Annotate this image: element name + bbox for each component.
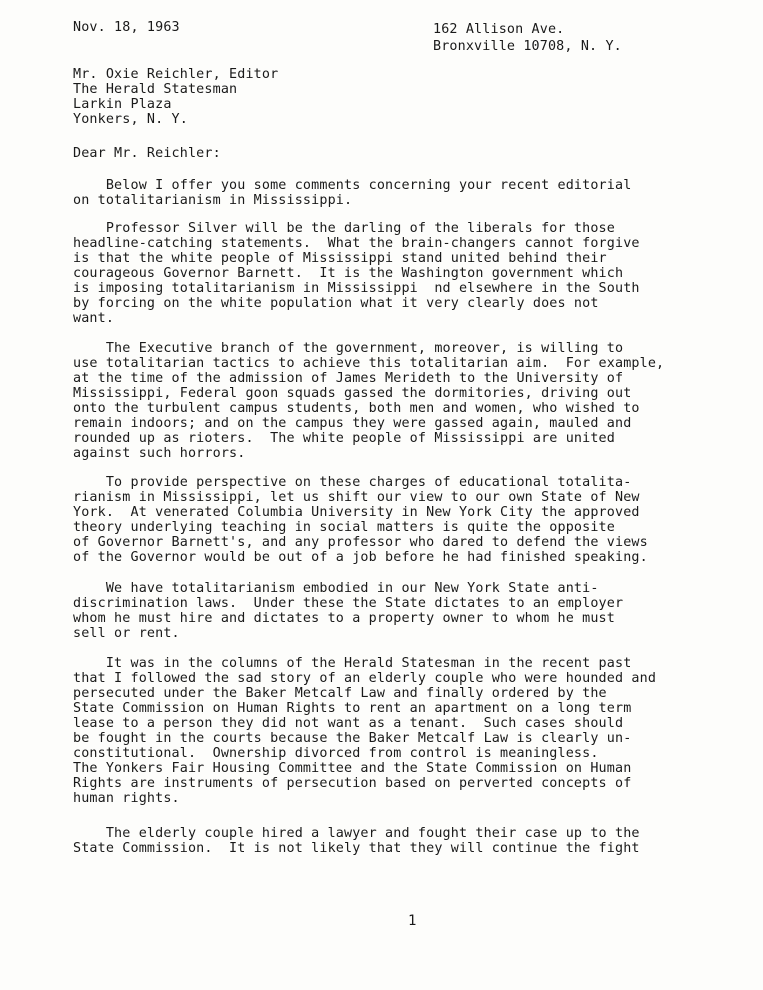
recipient-line: Larkin Plaza <box>73 97 172 112</box>
text-line: We have totalitarianism embodied in our New York State anti- <box>73 581 599 596</box>
text-line: on totalitarianism in Mississippi. <box>73 193 353 208</box>
text-line: want. <box>73 311 115 326</box>
text-line: Professor Silver will be the darling of the liberals for those <box>73 221 615 236</box>
text-line: remain indoors; and on the campus they were gassed again, mauled and <box>73 416 632 431</box>
paragraph <box>73 221 640 326</box>
paragraph <box>73 341 664 461</box>
recipient-line: Mr. Oxie Reichler, Editor <box>73 67 279 82</box>
text-line: lease to a person they did not want as a tenant. Such cases should <box>73 716 624 731</box>
text-line: The Executive branch of the government, moreover, is willing to <box>73 341 624 356</box>
text-line: State Commission. It is not likely that they will continue the fight <box>73 841 640 856</box>
text-line: onto the turbulent campus students, both men and women, who wished to <box>73 401 640 416</box>
text-line: Below I offer you some comments concerning your recent editorial <box>73 178 632 193</box>
text-line: use totalitarian tactics to achieve this totalitarian aim. For example, <box>73 356 665 371</box>
text-line: rianism in Mississippi, let us shift our view to our own State of New <box>73 490 640 505</box>
paragraph <box>73 826 640 856</box>
text-line: constitutional. Ownership divorced from control is meaningless. <box>73 746 599 761</box>
paragraph <box>73 656 656 806</box>
text-line: headline-catching statements. What the brain-changers cannot forgive <box>73 236 640 251</box>
text-line: York. At venerated Columbia University in New York City the approved <box>73 505 640 520</box>
text-line: that I followed the sad story of an elderly couple who were hounded and <box>73 671 657 686</box>
text-line: persecuted under the Baker Metcalf Law and finally ordered by the <box>73 686 607 701</box>
letter-date: Nov. 18, 1963 <box>73 20 180 35</box>
text-line: of Governor Barnett's, and any professor who dared to defend the views <box>73 535 648 550</box>
text-line: State Commission on Human Rights to rent an apartment on a long term <box>73 701 632 716</box>
text-line: To provide perspective on these charges of educational totalita- <box>73 475 632 490</box>
return-address-line: Bronxville 10708, N. Y. <box>433 39 622 54</box>
text-line: of the Governor would be out of a job before he had finished speaking. <box>73 550 648 565</box>
text-line: against such horrors. <box>73 446 246 461</box>
return-address <box>433 22 622 54</box>
text-line: human rights. <box>73 791 180 806</box>
text-line: at the time of the admission of James Merideth to the University of <box>73 371 624 386</box>
text-line: theory underlying teaching in social matters is quite the opposite <box>73 520 615 535</box>
return-address-line: 162 Allison Ave. <box>433 22 565 37</box>
text-line: The elderly couple hired a lawyer and fought their case up to the <box>73 826 640 841</box>
paragraph <box>73 475 648 565</box>
page-number: 1 <box>408 913 417 929</box>
recipient-address <box>73 67 278 127</box>
text-line: by forcing on the white population what it very clearly does not <box>73 296 599 311</box>
salutation: Dear Mr. Reichler: <box>73 146 221 161</box>
text-line: courageous Governor Barnett. It is the Washington government which <box>73 266 624 281</box>
text-line: is that the white people of Mississippi stand united behind their <box>73 251 607 266</box>
paragraph <box>73 178 631 208</box>
text-line: Mississippi, Federal goon squads gassed the dormitories, driving out <box>73 386 632 401</box>
recipient-line: The Herald Statesman <box>73 82 238 97</box>
text-line: discrimination laws. Under these the State dictates to an employer <box>73 596 624 611</box>
text-line: sell or rent. <box>73 626 180 641</box>
text-line: Rights are instruments of persecution based on perverted concepts of <box>73 776 632 791</box>
text-line: whom he must hire and dictates to a property owner to whom he must <box>73 611 615 626</box>
text-line: rounded up as rioters. The white people of Mississippi are united <box>73 431 615 446</box>
recipient-line: Yonkers, N. Y. <box>73 112 188 127</box>
text-line: be fought in the courts because the Baker Metcalf Law is clearly un- <box>73 731 632 746</box>
text-line: The Yonkers Fair Housing Committee and the State Commission on Human <box>73 761 632 776</box>
text-line: It was in the columns of the Herald Statesman in the recent past <box>73 656 632 671</box>
text-line: is imposing totalitarianism in Mississippi nd elsewhere in the South <box>73 281 640 296</box>
paragraph <box>73 581 623 641</box>
